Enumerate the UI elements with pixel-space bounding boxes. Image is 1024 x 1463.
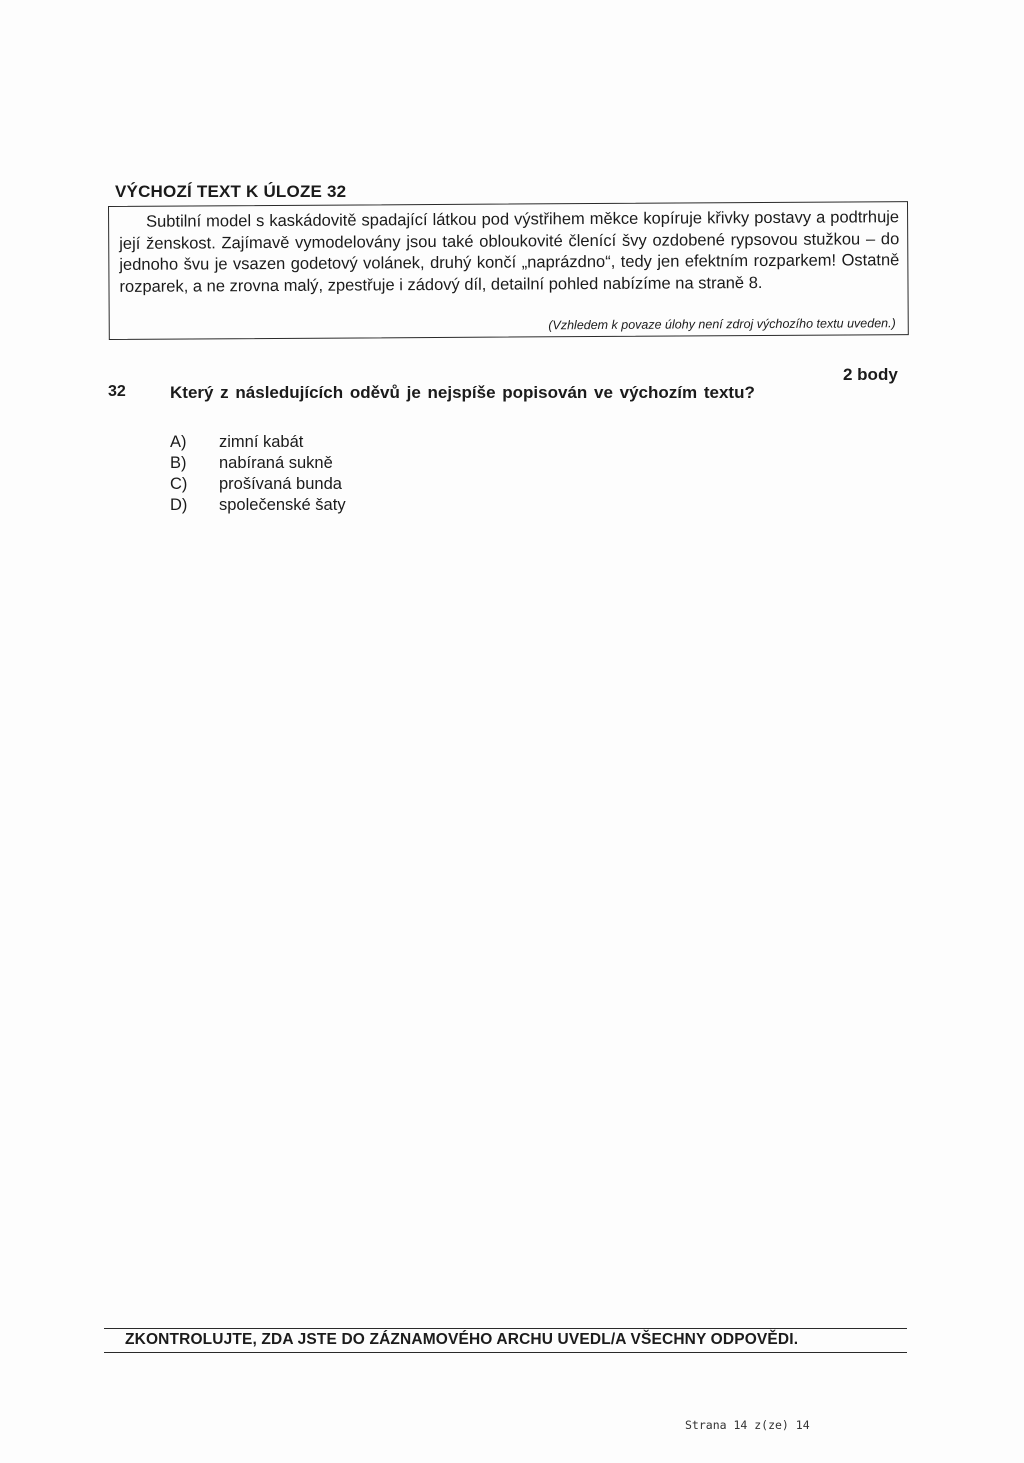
option-letter: B)	[170, 454, 187, 472]
option-text: zimní kabát	[219, 433, 304, 451]
footer-divider-top	[104, 1328, 907, 1329]
answer-option-a[interactable]	[170, 432, 346, 453]
answer-options	[170, 432, 346, 516]
option-letter: C)	[170, 475, 188, 493]
option-letter: A)	[170, 433, 187, 451]
answer-option-b[interactable]	[170, 453, 346, 474]
footer-divider-bottom	[104, 1352, 907, 1353]
question-number: 32	[108, 383, 126, 400]
option-text: nabíraná sukně	[219, 454, 333, 472]
source-text-heading: VÝCHOZÍ TEXT K ÚLOZE 32	[115, 182, 347, 201]
option-letter: D)	[170, 496, 188, 514]
question-text: Který z následujících oděvů je nejspíše popisován ve výchozím textu?	[170, 383, 755, 402]
question-points: 2 body	[843, 365, 898, 384]
footer-notice: ZKONTROLUJTE, ZDA JSTE DO ZÁZNAMOVÉHO ARCHU UVEDL/A VŠECHNY ODPOVĚDI.	[125, 1331, 799, 1348]
source-text-body: Subtilní model s kaskádovitě spadající látkou pod výstřihem měkce kopíruje křivky postavy a podtrhuje její ženskost. Zajímavě vymodelovány jsou také obloukovité členící švy ozdobené rypsovou stužkou – do jednoho švu je vsazen godetový volánek, druhý končí „naprázdno“, tedy jen efektním rozparkem! Ostatně rozparek, a ne zrovna malý, zpestřuje i zádový díl, detailní pohled nabízíme na straně 8.	[119, 208, 900, 296]
answer-option-c[interactable]	[170, 474, 346, 495]
option-text: společenské šaty	[219, 496, 346, 514]
answer-option-d[interactable]	[170, 495, 346, 516]
option-text: prošívaná bunda	[219, 475, 342, 493]
source-text-box	[108, 201, 909, 340]
page-number: Strana 14 z(ze) 14	[685, 1418, 810, 1432]
source-note: (Vzhledem k povaze úlohy není zdroj výchozího textu uveden.)	[548, 316, 896, 333]
